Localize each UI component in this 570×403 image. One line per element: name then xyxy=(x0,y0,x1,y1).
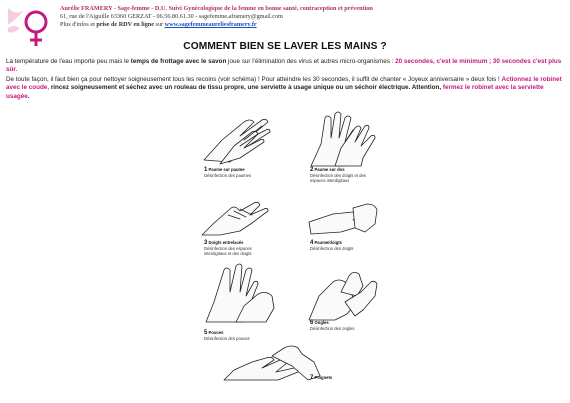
step-4-caption: 4 Paume/doigts Désinfection des doigts xyxy=(310,240,354,251)
step-5-caption: 5 Pouces Désinfection des pouces xyxy=(204,330,250,341)
step-3-illustration xyxy=(200,195,280,237)
step-1-caption: 1 Paume sur paume Désinfection des paumes xyxy=(204,167,252,178)
step-7-caption: 7 Poignets xyxy=(310,375,333,381)
contact-header xyxy=(60,5,530,30)
header-address: 61, rue de l'Aiguille 63360 GERZAT - 06.56.80.61.30 - sagefemme.aframery@gmail.com xyxy=(60,13,283,21)
step-7-illustration xyxy=(222,342,322,382)
page-title: COMMENT BIEN SE LAVER LES MAINS ? xyxy=(183,41,387,52)
header-identity: Aurélie FRAMERY - Sage-femme - D.U. Suivi Gynécologique de la femme en bonne santé, contraception et prévention xyxy=(60,5,373,12)
step-6-caption: 6 Ongles Désinfection des ongles xyxy=(310,320,355,331)
paragraph-2: De toute façon, il faut bien ça pour nettoyer soigneusement tous les recoins (voir schéma) ! Pour atteindre les 30 secondes, il suffit de chanter « Joyeux anniversaire » deux fois ! Actionnez le robinet avec le coude, rincez soigneusement et séchez avec un rouleau de tissu propre, une serviette à usage unique ou un séchoir électrique. Attention, fermez le robinet avec la serviette usagée. xyxy=(6,76,562,100)
step-2-caption: 2 Paume sur dos Désinfection des doigts et des espaces interdigitaux xyxy=(310,167,366,183)
step-6-illustration xyxy=(305,262,385,322)
website-link[interactable]: www.sagefemmeaureliesframery.fr xyxy=(164,21,257,29)
step-4-illustration xyxy=(305,198,385,238)
step-2-illustration xyxy=(305,108,385,168)
step-1-illustration xyxy=(200,110,280,166)
paragraph-1: La température de l'eau importe peu mais le temps de frottage avec le savon joue sur l'élimination des virus et autres micro-organismes : 20 secondes, c'est le minimum ; 30 secondes c'est plus sûr. xyxy=(6,58,562,74)
step-5-illustration xyxy=(200,262,284,324)
header-booking: Plus d'infos et prise de RDV en ligne sur www.sagefemmeaureliesframery.fr xyxy=(60,21,257,29)
step-3-caption: 3 Doigts entrelacés Désinfection des espaces interdigitaux et des doigts xyxy=(204,240,252,256)
